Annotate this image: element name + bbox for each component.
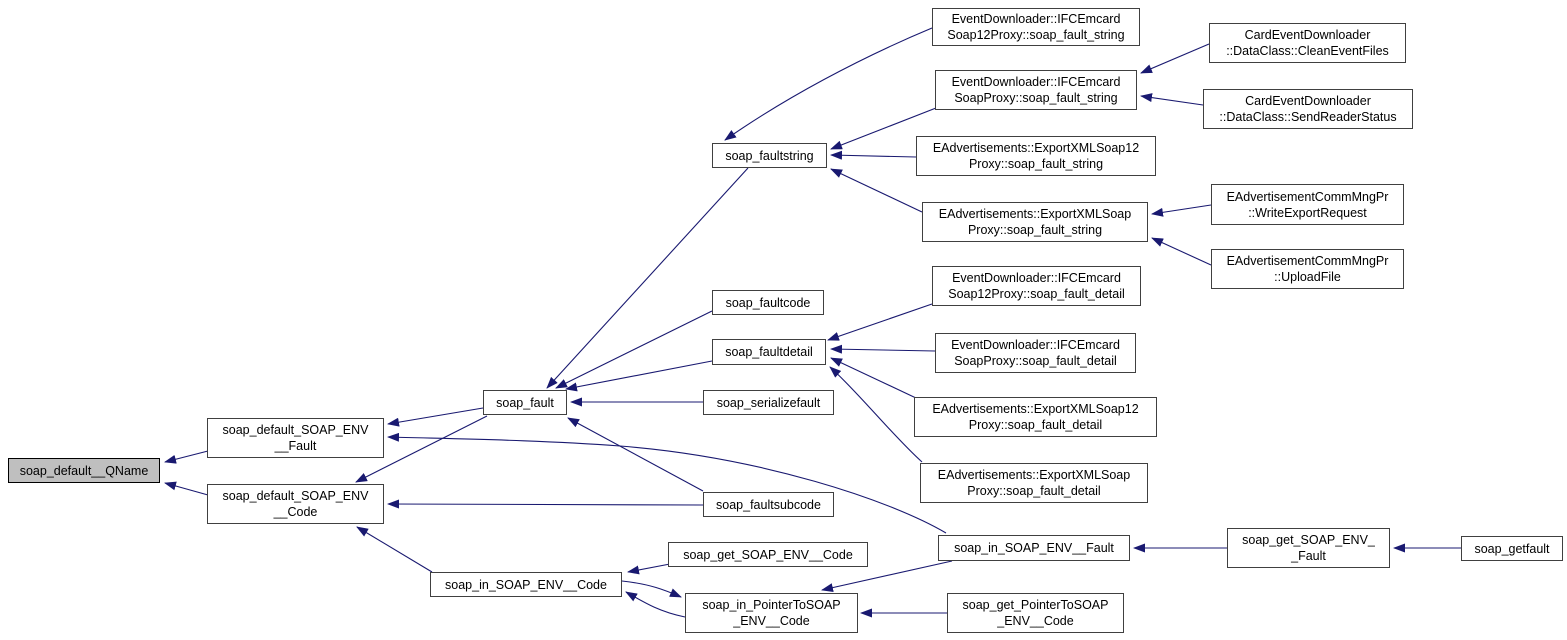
node-ed_ifce12_string[interactable]	[932, 8, 1140, 46]
node-label: soap_get_PointerToSOAP	[962, 598, 1109, 612]
node-ea_xml12_detail[interactable]	[914, 397, 1157, 437]
node-label: soap_getfault	[1474, 541, 1550, 556]
node-soap_faultdetail[interactable]	[712, 339, 826, 365]
node-label: soap_get_SOAP_ENV_	[1242, 533, 1375, 547]
node-label: Soap12Proxy::soap_fault_string	[947, 28, 1125, 42]
node-label: soap_default_SOAP_ENV	[222, 489, 369, 503]
edge-ed_ifce12_string-to-soap_faultstring	[725, 28, 932, 140]
node-label: Proxy::soap_fault_detail	[967, 484, 1101, 498]
edge-soap_in_PointerToSOAP_ENV__Code-to-soap_in_SOAP_ENV__Code	[626, 592, 685, 617]
node-label: ::DataClass::CleanEventFiles	[1226, 44, 1389, 58]
edge-soap_faultdetail-to-soap_fault	[566, 361, 712, 389]
node-eacm_UploadFile[interactable]	[1211, 249, 1404, 289]
edge-soap_in_SOAP_ENV__Fault-to-soap_default_SOAP_ENV__Fault	[388, 437, 946, 533]
node-soap_default_SOAP_ENV__Code[interactable]	[207, 484, 384, 524]
node-label: EAdvertisementCommMngPr	[1226, 254, 1389, 268]
node-label: Proxy::soap_fault_string	[968, 157, 1104, 171]
node-label: soap_faultsubcode	[716, 497, 821, 512]
node-label: soap_in_SOAP_ENV__Fault	[954, 541, 1114, 555]
edge-ed_ifce_detail-to-soap_faultdetail	[831, 349, 935, 351]
edge-soap_get_SOAP_ENV__Code-to-soap_in_SOAP_ENV__Code	[628, 564, 670, 572]
edge-ea_xml12_string-to-soap_faultstring	[831, 155, 916, 157]
node-soap_faultstring[interactable]	[712, 143, 827, 168]
node-soap_in_SOAP_ENV__Code[interactable]	[430, 572, 622, 597]
node-label: EventDownloader::IFCEmcard	[951, 338, 1120, 352]
node-soap_getfault[interactable]	[1461, 536, 1563, 561]
node-label: EAdvertisementCommMngPr	[1226, 189, 1389, 204]
edge-soap_in_SOAP_ENV__Code-to-soap_default_SOAP_ENV__Code	[357, 527, 432, 572]
edge-ea_xml_string-to-soap_faultstring	[831, 169, 922, 212]
node-soap_get_SOAP_ENV__Fault[interactable]	[1227, 528, 1390, 568]
node-label: soap_faultdetail	[725, 345, 813, 359]
edge-ced_CleanEventFiles-to-ed_ifce_string	[1141, 44, 1209, 73]
node-soap_get_PointerToSOAP_ENV__Code[interactable]	[947, 593, 1124, 633]
node-label: soap_get_SOAP_ENV__Code	[683, 547, 853, 562]
edge-eacm_WriteExportRequest-to-ea_xml_string	[1152, 205, 1211, 214]
node-label: _ENV__Code	[997, 614, 1074, 628]
node-label: SoapProxy::soap_fault_string	[954, 91, 1118, 105]
node-soap_get_SOAP_ENV__Code[interactable]	[668, 542, 868, 567]
edge-ea_xml12_detail-to-soap_faultdetail	[831, 358, 916, 398]
node-soap_fault[interactable]	[483, 390, 567, 415]
node-label: ::DataClass::SendReaderStatus	[1219, 110, 1397, 124]
edge-soap_fault-to-soap_default_SOAP_ENV__Fault	[388, 408, 483, 424]
node-label: EventDownloader::IFCEmcard	[952, 271, 1121, 285]
node-label: EAdvertisements::ExportXMLSoap	[938, 207, 1132, 221]
node-label: EAdvertisements::ExportXMLSoap	[937, 468, 1131, 482]
node-ed_ifce12_detail[interactable]	[932, 266, 1141, 306]
node-soap_faultsubcode[interactable]	[703, 492, 834, 517]
node-label: soap_in_SOAP_ENV__Code	[445, 577, 607, 592]
node-label: SoapProxy::soap_fault_detail	[954, 354, 1117, 368]
edge-soap_default_SOAP_ENV__Code-to-soap_default__QName	[165, 483, 208, 495]
node-ed_ifce_detail[interactable]	[935, 333, 1136, 373]
node-label: CardEventDownloader	[1245, 94, 1371, 108]
edge-ea_xml_detail-to-soap_faultdetail	[830, 367, 922, 462]
node-label: __Code	[273, 505, 318, 519]
node-label: Proxy::soap_fault_string	[967, 223, 1103, 237]
node-label: EAdvertisements::ExportXMLSoap12	[932, 402, 1139, 416]
node-ea_xml12_string[interactable]	[916, 136, 1156, 176]
node-label: EventDownloader::IFCEmcard	[951, 75, 1121, 89]
node-soap_serializefault[interactable]	[703, 390, 834, 415]
edge-soap_default_SOAP_ENV__Fault-to-soap_default__QName	[165, 451, 208, 462]
node-label: soap_in_PointerToSOAP	[702, 598, 841, 612]
edge-ced_SendReaderStatus-to-ed_ifce_string	[1141, 96, 1203, 105]
node-ea_xml_string[interactable]	[922, 202, 1148, 242]
node-label: soap_faultstring	[725, 148, 814, 163]
node-ed_ifce_string[interactable]	[935, 70, 1137, 110]
node-soap_default__QName[interactable]	[8, 458, 160, 483]
edge-soap_faultsubcode-to-soap_fault	[568, 418, 703, 491]
edge-ed_ifce12_detail-to-soap_faultdetail	[828, 304, 932, 340]
node-label: soap_fault	[496, 395, 554, 410]
node-label: CardEventDownloader	[1244, 28, 1371, 42]
node-label: ::WriteExportRequest	[1248, 205, 1367, 220]
node-label: soap_faultcode	[725, 295, 811, 310]
edge-eacm_UploadFile-to-ea_xml_string	[1152, 238, 1211, 265]
node-label: Soap12Proxy::soap_fault_detail	[948, 287, 1125, 301]
node-soap_default_SOAP_ENV__Fault[interactable]	[207, 418, 384, 458]
node-label: __Fault	[274, 439, 317, 453]
node-label: ::UploadFile	[1274, 270, 1341, 284]
edge-soap_faultsubcode-to-soap_default_SOAP_ENV__Code	[388, 504, 703, 505]
node-label: EAdvertisements::ExportXMLSoap12	[932, 141, 1140, 155]
node-label: soap_default_SOAP_ENV	[222, 423, 369, 437]
node-soap_in_SOAP_ENV__Fault[interactable]	[938, 535, 1130, 561]
node-label: soap_serializefault	[716, 395, 821, 410]
node-soap_in_PointerToSOAP_ENV__Code[interactable]	[685, 593, 858, 633]
node-label: Proxy::soap_fault_detail	[968, 418, 1103, 432]
node-ced_CleanEventFiles[interactable]	[1209, 23, 1406, 63]
node-eacm_WriteExportRequest[interactable]	[1211, 184, 1404, 225]
node-ced_SendReaderStatus[interactable]	[1203, 89, 1413, 129]
node-label: _Fault	[1291, 549, 1326, 563]
node-label: soap_default__QName	[19, 463, 149, 478]
node-label: EventDownloader::IFCEmcard	[951, 12, 1121, 26]
node-ea_xml_detail[interactable]	[920, 463, 1148, 503]
node-soap_faultcode[interactable]	[712, 290, 824, 315]
node-label: _ENV__Code	[733, 614, 810, 628]
